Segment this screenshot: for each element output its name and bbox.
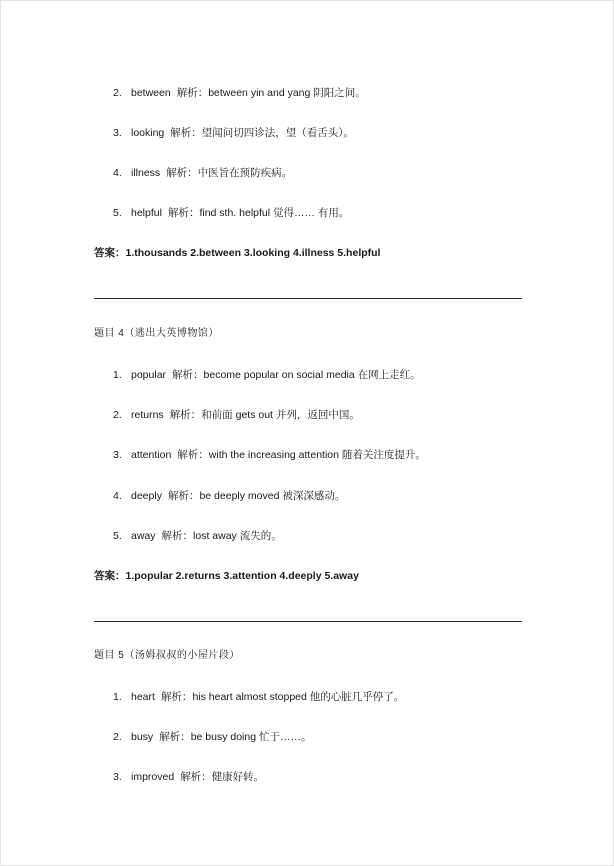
list-item <box>113 529 282 543</box>
analysis-text: 健康好转。 <box>211 771 265 783</box>
list-item <box>113 206 349 220</box>
analysis-label: 解析： <box>167 207 200 219</box>
list-item <box>113 448 426 462</box>
analysis-label: 解析： <box>166 167 198 179</box>
analysis-text: be deeply moved 被深深感动。 <box>199 490 346 502</box>
analysis-text: with the increasing attention 随着关注度提升。 <box>208 449 426 461</box>
list-item <box>113 126 354 140</box>
answer-word: looking <box>131 127 165 139</box>
analysis-text: lost away 流失的。 <box>193 530 282 542</box>
list-item <box>113 86 366 100</box>
answer-word: returns <box>131 409 164 421</box>
answer-word: deeply <box>131 490 162 502</box>
list-item <box>113 368 421 382</box>
section-heading: 题目 4（逃出大英博物馆） <box>94 328 219 339</box>
item-number: 4. <box>113 490 122 502</box>
answer-word: improved <box>131 771 175 783</box>
analysis-label: 解析： <box>177 449 209 461</box>
answer-word: helpful <box>131 207 162 219</box>
analysis-text: his heart almost stopped 他的心脏几乎停了。 <box>192 691 405 703</box>
item-number: 3. <box>113 127 122 139</box>
analysis-label: 解析： <box>161 530 194 542</box>
analysis-label: 解析： <box>159 731 191 743</box>
answer-word: attention <box>131 449 172 461</box>
section-heading: 题目 5（汤姆叔叔的小屋片段） <box>94 650 240 661</box>
list-item <box>113 730 312 744</box>
answer-summary: 答案：1.thousands 2.between 3.looking 4.illness 5.helpful <box>94 247 381 259</box>
section-divider <box>94 298 522 299</box>
item-number: 2. <box>113 409 122 421</box>
answer-word: away <box>131 530 156 542</box>
answer-word: illness <box>131 167 161 179</box>
analysis-label: 解析： <box>180 771 212 783</box>
answer-word: popular <box>131 369 167 381</box>
analysis-label: 解析： <box>169 409 202 421</box>
item-number: 5. <box>113 207 122 219</box>
answer-summary: 答案：1.popular 2.returns 3.attention 4.deeply 5.away <box>94 570 359 582</box>
item-number: 1. <box>113 369 122 381</box>
analysis-label: 解析： <box>160 691 193 703</box>
answer-word: heart <box>131 691 155 703</box>
list-item <box>113 770 264 784</box>
answer-word: busy <box>131 731 154 743</box>
list-item <box>113 166 292 180</box>
analysis-text: 望闻问切四诊法，望（看舌头）。 <box>201 127 355 139</box>
item-number: 3. <box>113 771 122 783</box>
item-number: 4. <box>113 167 122 179</box>
analysis-text: 中医旨在预防疾病。 <box>197 167 293 179</box>
item-number: 5. <box>113 530 122 542</box>
list-item <box>113 408 360 422</box>
answer-word: between <box>131 87 171 99</box>
item-number: 3. <box>113 449 122 461</box>
list-item <box>113 489 345 503</box>
analysis-text: become popular on social media 在网上走红。 <box>203 369 421 381</box>
analysis-text: between yin and yang 阴阳之间。 <box>208 87 366 99</box>
analysis-label: 解析： <box>170 127 202 139</box>
item-number: 1. <box>113 691 122 703</box>
list-item <box>113 690 404 704</box>
item-number: 2. <box>113 731 122 743</box>
analysis-text: be busy doing 忙于……。 <box>190 731 312 743</box>
analysis-label: 解析： <box>167 490 200 502</box>
section-divider <box>94 621 522 622</box>
analysis-label: 解析： <box>172 369 204 381</box>
analysis-text: find sth. helpful 觉得…… 有用。 <box>199 207 350 219</box>
analysis-text: 和前面 gets out 并列，返回中国。 <box>201 409 360 421</box>
item-number: 2. <box>113 87 122 99</box>
analysis-label: 解析： <box>176 87 209 99</box>
